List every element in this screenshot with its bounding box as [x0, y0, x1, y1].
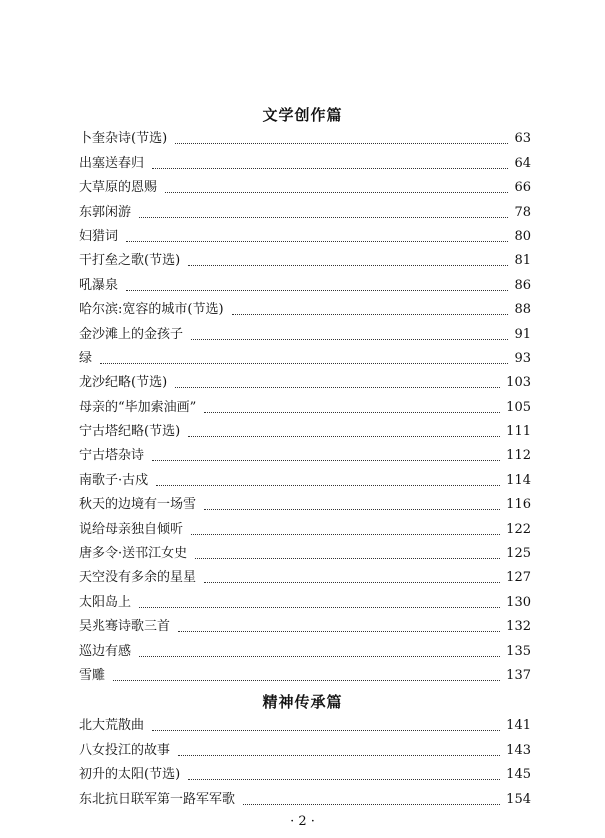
toc-entry-title: 母亲的“毕加索油画”	[79, 399, 197, 415]
toc-entry-page-number: 66	[514, 180, 531, 196]
toc-entry[interactable]	[79, 441, 531, 465]
dot-leader	[139, 656, 500, 657]
toc-entry-page-number: 81	[514, 253, 531, 269]
toc-entry[interactable]	[79, 222, 531, 246]
toc-entry[interactable]	[79, 124, 531, 148]
dot-leader	[126, 241, 508, 242]
toc-entry-title: 绿	[79, 350, 93, 366]
dot-leader	[139, 217, 508, 218]
toc-entry[interactable]	[79, 465, 531, 489]
toc-entry-title: 八女投江的故事	[79, 742, 171, 758]
toc-entry[interactable]	[79, 295, 531, 319]
dot-leader	[165, 192, 508, 193]
toc-entry-page-number: 103	[506, 375, 531, 391]
toc-entry[interactable]	[79, 636, 531, 660]
toc-entry-page-number: 64	[514, 155, 531, 171]
dot-leader	[152, 460, 500, 461]
toc-entry[interactable]	[79, 417, 531, 441]
toc-entry-title: 卜奎杂诗(节选)	[79, 131, 168, 147]
toc-entry-page-number: 78	[514, 204, 531, 220]
toc-entry[interactable]	[79, 711, 531, 735]
toc-entry-page-number: 122	[506, 521, 531, 537]
toc-entry-title: 宁古塔纪略(节选)	[79, 424, 181, 440]
toc-entry-title: 哈尔滨:宽容的城市(节选)	[79, 302, 224, 318]
toc-entry-page-number: 91	[514, 326, 531, 342]
dot-leader	[152, 168, 508, 169]
dot-leader	[100, 363, 508, 364]
toc-entry-page-number: 86	[514, 277, 531, 293]
section-title-spiritual-heritage: 精神传承篇	[262, 693, 343, 711]
dot-leader	[188, 265, 508, 266]
toc-entry-page-number: 63	[514, 131, 531, 147]
toc-list-literary-creation	[79, 124, 531, 685]
toc-entry-title: 雪雕	[79, 667, 106, 683]
toc-entry-title: 北大荒散曲	[79, 718, 145, 734]
toc-entry[interactable]	[79, 661, 531, 685]
dot-leader	[195, 558, 500, 559]
toc-entry-page-number: 154	[506, 791, 531, 807]
toc-entry-title: 巡边有感	[79, 643, 132, 659]
dot-leader	[188, 779, 500, 780]
toc-entry-page-number: 137	[506, 667, 531, 683]
toc-entry[interactable]	[79, 539, 531, 563]
toc-entry-page-number: 132	[506, 619, 531, 635]
toc-entry-title: 出塞送春归	[79, 155, 145, 171]
toc-entry[interactable]	[79, 784, 531, 808]
toc-entry[interactable]	[79, 246, 531, 270]
dot-leader	[113, 680, 500, 681]
toc-entry[interactable]	[79, 197, 531, 221]
section-title-literary-creation: 文学创作篇	[262, 106, 343, 124]
toc-entry[interactable]	[79, 319, 531, 343]
toc-entry[interactable]	[79, 148, 531, 172]
dot-leader	[191, 339, 508, 340]
dot-leader	[175, 387, 500, 388]
toc-entry-page-number: 135	[506, 643, 531, 659]
dot-leader	[139, 607, 500, 608]
toc-entry-page-number: 141	[506, 718, 531, 734]
toc-entry-page-number: 116	[506, 497, 531, 513]
toc-entry-title: 金沙滩上的金孩子	[79, 326, 184, 342]
toc-entry-title: 吼瀑泉	[79, 277, 119, 293]
toc-entry-title: 东郭闲游	[79, 204, 132, 220]
dot-leader	[178, 631, 500, 632]
toc-entry[interactable]	[79, 735, 531, 759]
toc-entry-page-number: 80	[514, 228, 531, 244]
toc-entry-title: 太阳岛上	[79, 594, 132, 610]
toc-entry-title: 东北抗日联军第一路军军歌	[79, 791, 236, 807]
toc-entry-page-number: 143	[506, 742, 531, 758]
toc-entry[interactable]	[79, 392, 531, 416]
toc-entry-page-number: 105	[506, 399, 531, 415]
toc-entry-title: 唐多令·送邗江女史	[79, 546, 188, 562]
toc-entry[interactable]	[79, 587, 531, 611]
toc-entry[interactable]	[79, 563, 531, 587]
dot-leader	[204, 509, 500, 510]
toc-entry-page-number: 111	[506, 424, 531, 440]
toc-entry-page-number: 93	[514, 350, 531, 366]
toc-entry-page-number: 127	[506, 570, 531, 586]
toc-entry-title: 龙沙纪略(节选)	[79, 375, 168, 391]
toc-entry[interactable]	[79, 514, 531, 538]
toc-entry[interactable]	[79, 368, 531, 392]
dot-leader	[126, 290, 508, 291]
toc-entry-page-number: 145	[506, 767, 531, 783]
page-number: · 2 ·	[290, 814, 315, 829]
dot-leader	[175, 143, 508, 144]
dot-leader	[232, 314, 509, 315]
toc-entry[interactable]	[79, 270, 531, 294]
toc-entry-title: 干打垒之歌(节选)	[79, 253, 181, 269]
toc-entry-title: 宁古塔杂诗	[79, 448, 145, 464]
toc-entry-title: 妇猎词	[79, 228, 119, 244]
dot-leader	[188, 436, 500, 437]
toc-entry-title: 大草原的恩赐	[79, 180, 158, 196]
toc-entry-title: 秋天的边境有一场雪	[79, 497, 197, 513]
toc-entry[interactable]	[79, 344, 531, 368]
dot-leader	[204, 582, 500, 583]
toc-entry-page-number: 88	[514, 302, 531, 318]
toc-entry-page-number: 112	[506, 448, 531, 464]
dot-leader	[156, 485, 500, 486]
dot-leader	[152, 730, 500, 731]
toc-entry-page-number: 114	[506, 472, 531, 488]
toc-entry[interactable]	[79, 490, 531, 514]
toc-entry[interactable]	[79, 612, 531, 636]
toc-entry[interactable]	[79, 173, 531, 197]
toc-entry-page-number: 130	[506, 594, 531, 610]
toc-entry-title: 南歌子·古戍	[79, 472, 149, 488]
dot-leader	[204, 412, 500, 413]
toc-list-spiritual-heritage	[79, 711, 531, 809]
toc-entry-title: 天空没有多余的星星	[79, 570, 197, 586]
toc-entry-page-number: 125	[506, 546, 531, 562]
dot-leader	[243, 804, 500, 805]
dot-leader	[178, 755, 500, 756]
toc-entry-title: 初升的太阳(节选)	[79, 767, 181, 783]
toc-entry[interactable]	[79, 760, 531, 784]
toc-entry-title: 说给母亲独自倾听	[79, 521, 184, 537]
toc-entry-title: 吴兆骞诗歌三首	[79, 619, 171, 635]
dot-leader	[191, 534, 500, 535]
